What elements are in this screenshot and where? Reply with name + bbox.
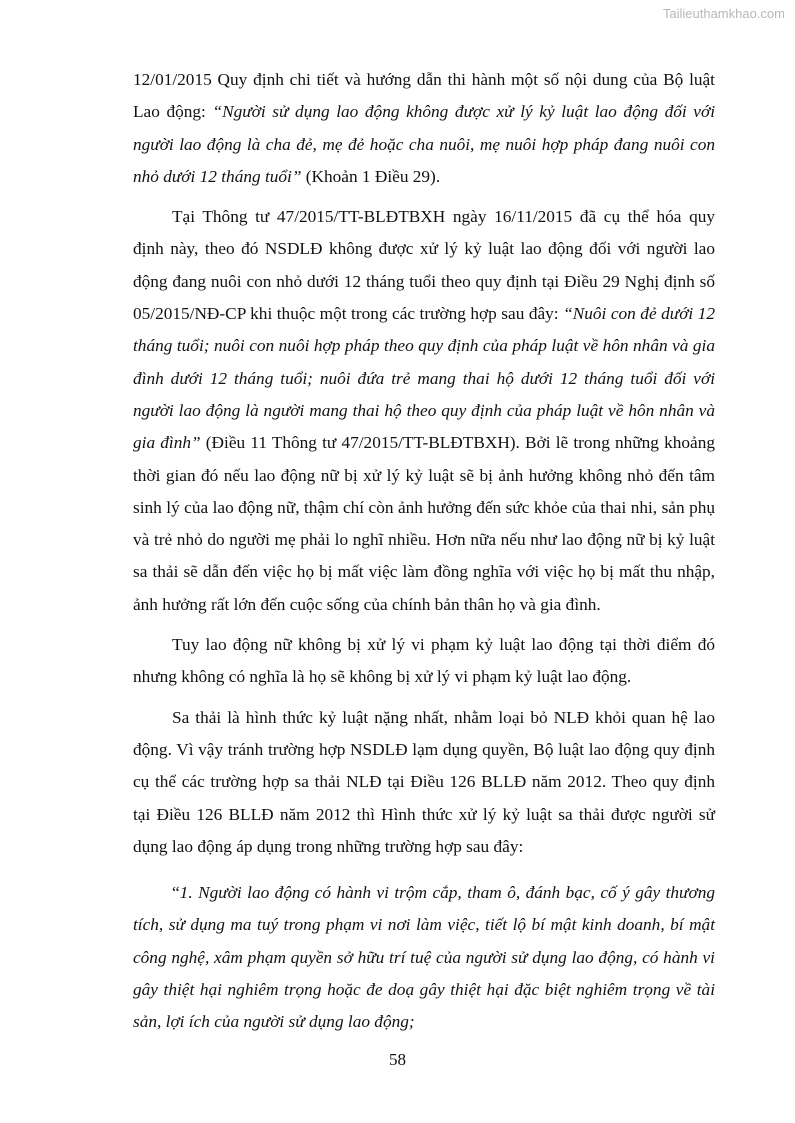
text-run: (Khoản 1 Điều 29).: [301, 166, 441, 186]
text-run: Tuy lao động nữ không bị xử lý vi phạm kỷ luật lao động tại thời điểm đó nhưng không có nghĩa là họ sẽ không bị xử lý vi phạm kỷ luật lao động.: [133, 635, 715, 687]
page-number: 58: [389, 1050, 406, 1069]
text-run: (Điều 11 Thông tư 47/2015/TT-BLĐTBXH). Bởi lẽ trong những khoảng thời gian đó nếu lao động nữ bị xử lý kỷ luật sẽ bị ảnh hưởng không nhỏ đến tâm sinh lý của lao động nữ, thậm chí còn ảnh hưởng đến sức khỏe của thai nhi, sản phụ và trẻ nhỏ do người mẹ phải lo nghĩ nhiều. Hơn nữa nếu như lao động nữ bị kỷ luật sa thải sẽ dẫn đến việc họ bị mất việc làm đồng nghĩa với việc họ bị mất thu nhập, ảnh hưởng rất lớn đến cuộc sống của chính bản thân họ và gia đình.: [133, 433, 715, 614]
paragraph-4: [133, 702, 715, 863]
quoted-text: 1. Người lao động có hành vi trộm cắp, tham ô, đánh bạc, cố ý gây thương tích, sử dụng ma tuý trong phạm vi nơi làm việc, tiết lộ bí mật kinh doanh, bí mật công nghệ, xâm phạm quyền sở hữu trí tuệ của người sử dụng lao động, có hành vi gây thiệt hại nghiêm trọng hoặc đe doạ gây thiệt hại đặc biệt nghiêm trọng về tài sản, lợi ích của người sử dụng lao động;: [133, 883, 715, 1032]
paragraph-5: [133, 877, 715, 1038]
watermark: Tailieuthamkhao.com: [662, 6, 785, 21]
paragraph-1: [133, 64, 715, 193]
paragraph-3: [133, 629, 715, 694]
quoted-text: “Người sử dụng lao động không được xử lý kỷ luật lao động đối với người lao động là cha đẻ, mẹ đẻ hoặc cha nuôi, mẹ nuôi hợp pháp đang nuôi con nhỏ dưới 12 tháng tuổi”: [133, 102, 715, 186]
text-run: Tại Thông tư 47/2015/TT-BLĐTBXH ngày 16/11/2015 đã cụ thể hóa quy định này, theo đó NSDLĐ không được xử lý kỷ luật lao động đối với người lao động đang nuôi con nhỏ dưới 12 tháng tuổi theo quy định tại Điều 29 Nghị định số 05/2015/NĐ-CP khi thuộc một trong các trường hợp sau đây:: [133, 207, 715, 324]
text-run: 12/01/2015 Quy định chi tiết và hướng dẫn thi hành một số nội dung của Bộ luật Lao động:: [133, 70, 715, 122]
document-body: [133, 64, 715, 1047]
paragraph-2: [133, 201, 715, 621]
quoted-text: “Nuôi con đẻ dưới 12 tháng tuổi; nuôi con nuôi hợp pháp theo quy định của pháp luật về hôn nhân và gia đình dưới 12 tháng tuổi; nuôi đứa trẻ mang thai hộ dưới 12 tháng tuổi đối với người lao động là người mang thai hộ theo quy định của pháp luật về hôn nhân và gia đình”: [133, 304, 716, 453]
text-run: “: [172, 883, 180, 903]
text-run: Sa thải là hình thức kỷ luật nặng nhất, nhằm loại bỏ NLĐ khỏi quan hệ lao động. Vì vậy tránh trường hợp NSDLĐ lạm dụng quyền, Bộ luật lao động quy định cụ thể các trường hợp sa thải NLĐ tại Điều 126 BLLĐ năm 2012. Theo quy định tại Điều 126 BLLĐ năm 2012 thì Hình thức xử lý kỷ luật sa thải được người sử dụng lao động áp dụng trong những trường hợp sau đây:: [133, 707, 715, 856]
